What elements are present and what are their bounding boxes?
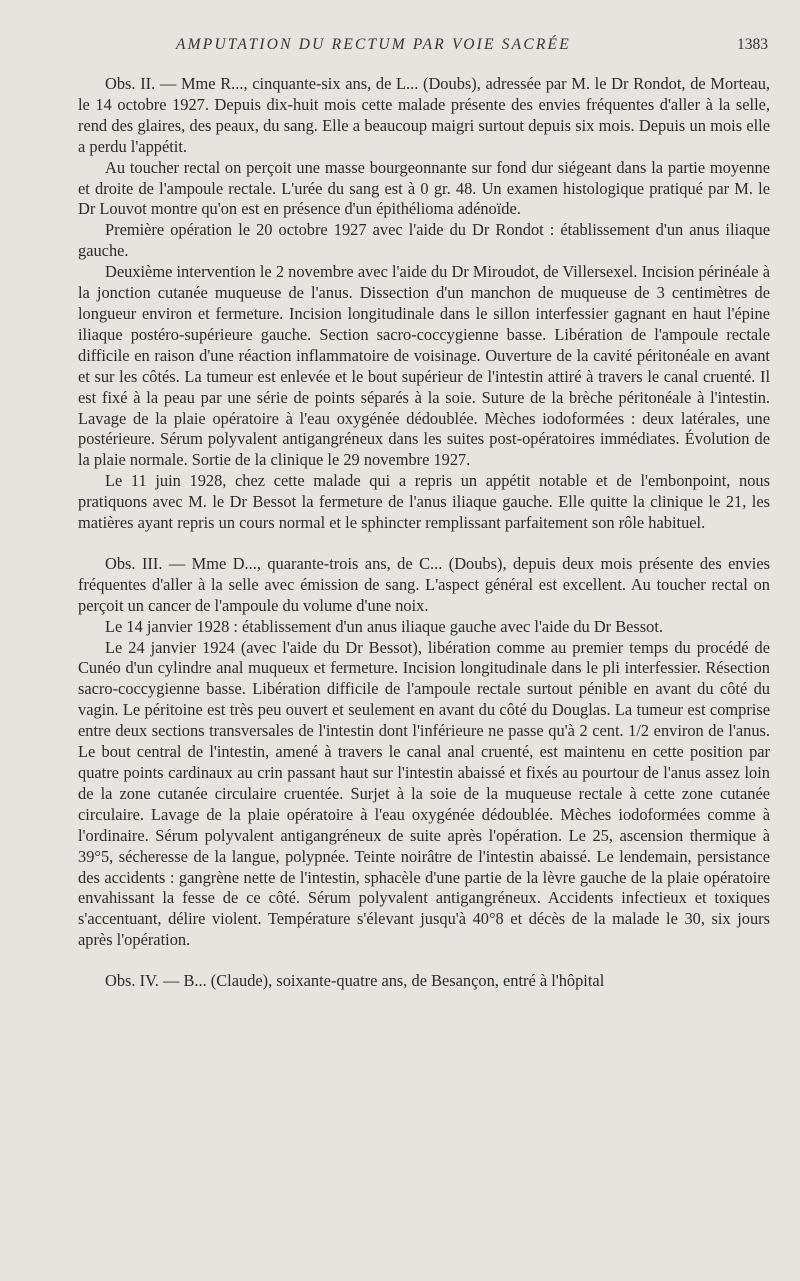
paragraph-obs2-exam: Au toucher rectal on perçoit une masse bourgeonnante sur fond dur siégeant dans la partie moyenne et droite de l'ampoule rectale. L'urée du sang est à 0 gr. 48. Un examen histologique pratiqué par M. le Dr Louvot montre qu'on est en présence d'un épithélioma adénoïde. xyxy=(78,157,770,219)
paragraph-obs2-first-operation: Première opération le 20 octobre 1927 avec l'aide du Dr Rondot : établissement d'un anus iliaque gauche. xyxy=(78,220,770,261)
paragraph-obs3-intro: Obs. III. — Mme D..., quarante-trois ans, de C... (Doubs), depuis deux mois présente des envies fréquentes d'aller à la selle avec émission de sang. L'aspect général est excellent. Au toucher rectal on perçoit un cancer de l'ampoule du volume d'une noix. xyxy=(78,553,770,615)
paragraph-obs3-second-operation: Le 24 janvier 1924 (avec l'aide du Dr Bessot), libération comme au premier temps du procédé de Cunéo d'un cylindre anal muqueux et fermeture. Incision longitudinale dans le pli interfessier. Résection sacro-coccygienne basse. Libération difficile de l'ampoule rectale surtout pénible en avant du côté du vagin. Le péritoine est très peu ouvert et seulement en avant du côté du Douglas. La tumeur est comprise entre deux sections transversales de l'intestin dont l'inférieure ne passe qu'à 2 cent. 1/2 environ de l'anus. Le bout central de l'intestin, amené à travers le canal anal cruenté, est maintenu en cette position par quatre points cardinaux au crin passant haut sur l'intestin abaissé et fixés au pourtour de l'anus assez loin de la zone cutanée circulaire cruentée. Surjet à la soie de la muqueuse rectale à cette zone cutanée circulaire. Lavage de la plaie opératoire à l'eau oxygénée dédoublée. Mèches iodoformées comme à l'ordinaire. Sérum polyvalent antigangréneux de suite après l'opération. Le 25, ascension thermique à 39°5, sécheresse de la langue, polypnée. Teinte noirâtre de l'intestin abaissé. Le lendemain, persistance des accidents : gangrène nette de l'intestin, sphacèle d'une partie de la lèvre gauche de la plaie opératoire envahissant la fesse de ce côté. Sérum polyvalent antigangréneux. Accidents infectieux et toxiques s'accentuant, délire violent. Température s'élevant jusqu'à 40°8 et décès de la malade le 30, six jours après l'opération. xyxy=(78,637,770,950)
paragraph-obs4-intro: Obs. IV. — B... (Claude), soixante-quatre ans, de Besançon, entré à l'hôpital xyxy=(105,971,605,991)
body-text xyxy=(78,74,770,992)
running-head xyxy=(78,36,768,58)
paragraph-obs2-closure: Le 11 juin 1928, chez cette malade qui a repris un appétit notable et de l'embonpoint, nous pratiquons avec M. le Dr Bessot la fermeture de l'anus iliaque gauche. Elle quitte la clinique le 21, les matières ayant repris un cours normal et le sphincter remplissant parfaitement son rôle habituel. xyxy=(78,471,770,533)
page-number: 1383 xyxy=(737,36,768,53)
paragraph-obs2-second-intervention: Deuxième intervention le 2 novembre avec l'aide du Dr Miroudot, de Villersexel. Incision périnéale à la jonction cutanée muqueuse de l'anus. Dissection d'un manchon de muqueuse de 3 centimètres de longueur environ et fermeture. Incision longitudinale dans le sillon interfessier gagnant en haut l'épine iliaque postéro-supérieure gauche. Section sacro-coccygienne basse. Libération de l'ampoule rectale difficile en raison d'une réaction inflammatoire de voisinage. Ouverture de la cavité péritonéale en avant et sur les côtés. La tumeur est enlevée et le bout supérieur de l'intestin attiré à travers le canal cruenté. Il est fixé à la peau par une série de points séparés à la soie. Suture de la brèche péritonéale à l'intestin. Lavage de la plaie opératoire à l'eau oxygénée dédoublée. Mèches iodoformées : deux latérales, une postérieure. Sérum polyvalent antigangréneux dans les suites post-opératoires immédiates. Évolution de la plaie normale. Sortie de la clinique le 29 novembre 1927. xyxy=(78,262,770,470)
running-title: AMPUTATION DU RECTUM PAR VOIE SACRÉE xyxy=(176,36,571,53)
paragraph-obs3-first-operation: Le 14 janvier 1928 : établissement d'un anus iliaque gauche avec l'aide du Dr Bessot. xyxy=(105,616,664,636)
paragraph-obs2-intro: Obs. II. — Mme R..., cinquante-six ans, de L... (Doubs), adressée par M. le Dr Rondot, de Morteau, le 14 octobre 1927. Depuis dix-huit mois cette malade présente des envies fréquentes d'aller à la selle, rend des glaires, des peaux, du sang. Elle a beaucoup maigri surtout depuis six mois. Depuis un mois elle a perdu l'appétit. xyxy=(78,74,770,156)
